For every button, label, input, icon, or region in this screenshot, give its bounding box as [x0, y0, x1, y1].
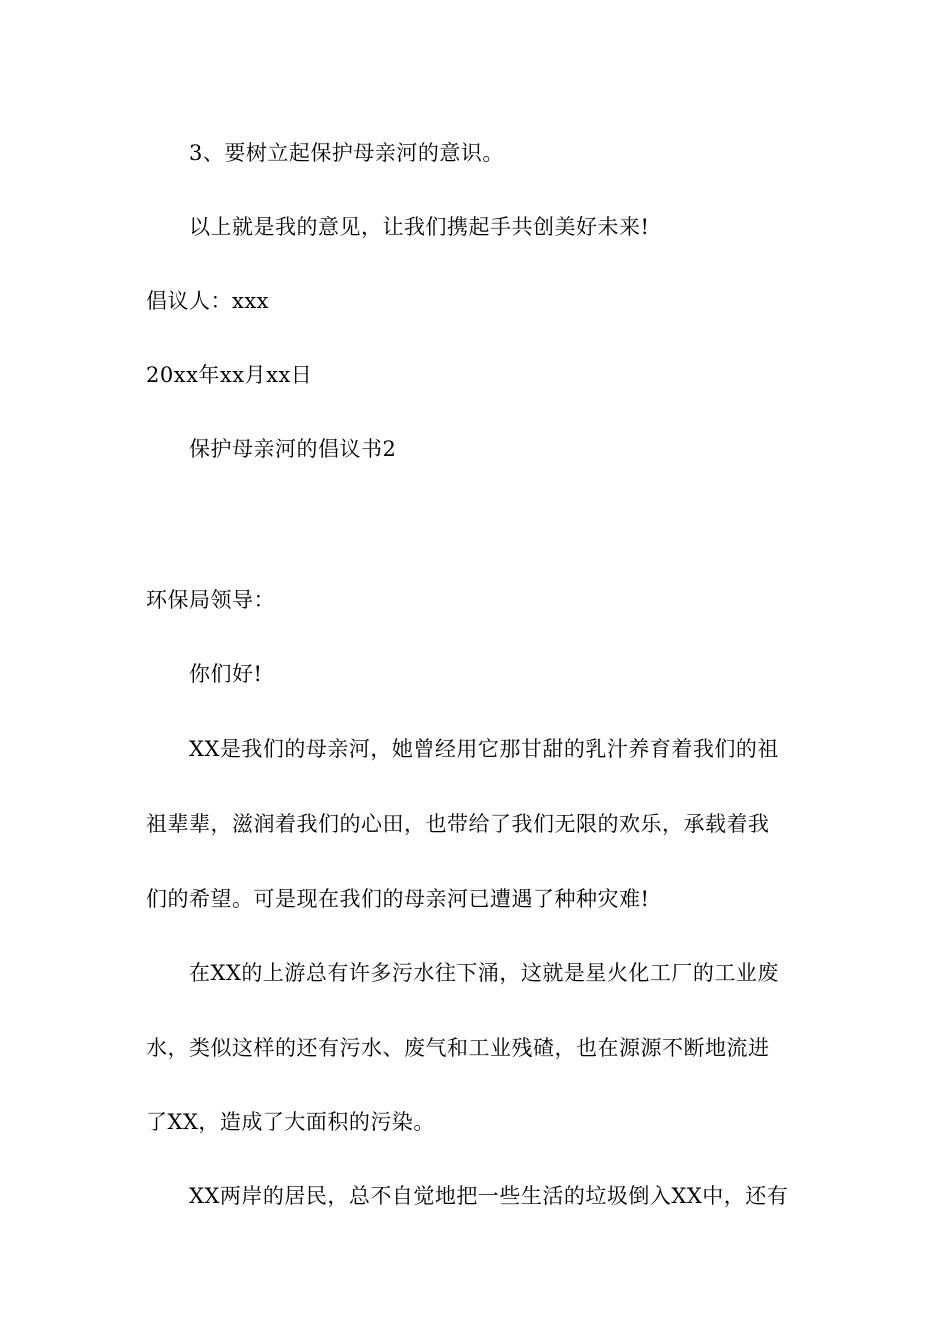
date-line: 20xx年xx月xx日: [146, 363, 313, 387]
list-item-3: 3、要树立起保护母亲河的意识。: [189, 141, 504, 165]
paragraph-line: 了XX，造成了大面积的污染。: [146, 1110, 435, 1134]
paragraph-line: 水，类似这样的还有污水、废气和工业残碴，也在源源不断地流进: [146, 1036, 770, 1060]
paragraph-line: 在XX的上游总有许多污水往下涌，这就是星火化工厂的工业废: [189, 961, 779, 985]
greeting: 你们好!: [189, 662, 263, 686]
paragraph-line: 祖辈辈，滋润着我们的心田，也带给了我们无限的欢乐，承载着我: [146, 812, 770, 836]
paragraph-line: 们的希望。可是现在我们的母亲河已遭遇了种种灾难!: [146, 887, 650, 911]
paragraph-line: XX是我们的母亲河，她曾经用它那甘甜的乳汁养育着我们的祖: [189, 737, 779, 761]
paragraph-line: XX两岸的居民，总不自觉地把一些生活的垃圾倒入XX中，还有: [189, 1184, 789, 1208]
section-title: 保护母亲河的倡议书2: [189, 437, 397, 461]
signer-line: 倡议人：xxx: [146, 289, 270, 313]
salutation: 环保局领导：: [146, 588, 275, 612]
closing-paragraph: 以上就是我的意见，让我们携起手共创美好未来!: [189, 215, 650, 239]
